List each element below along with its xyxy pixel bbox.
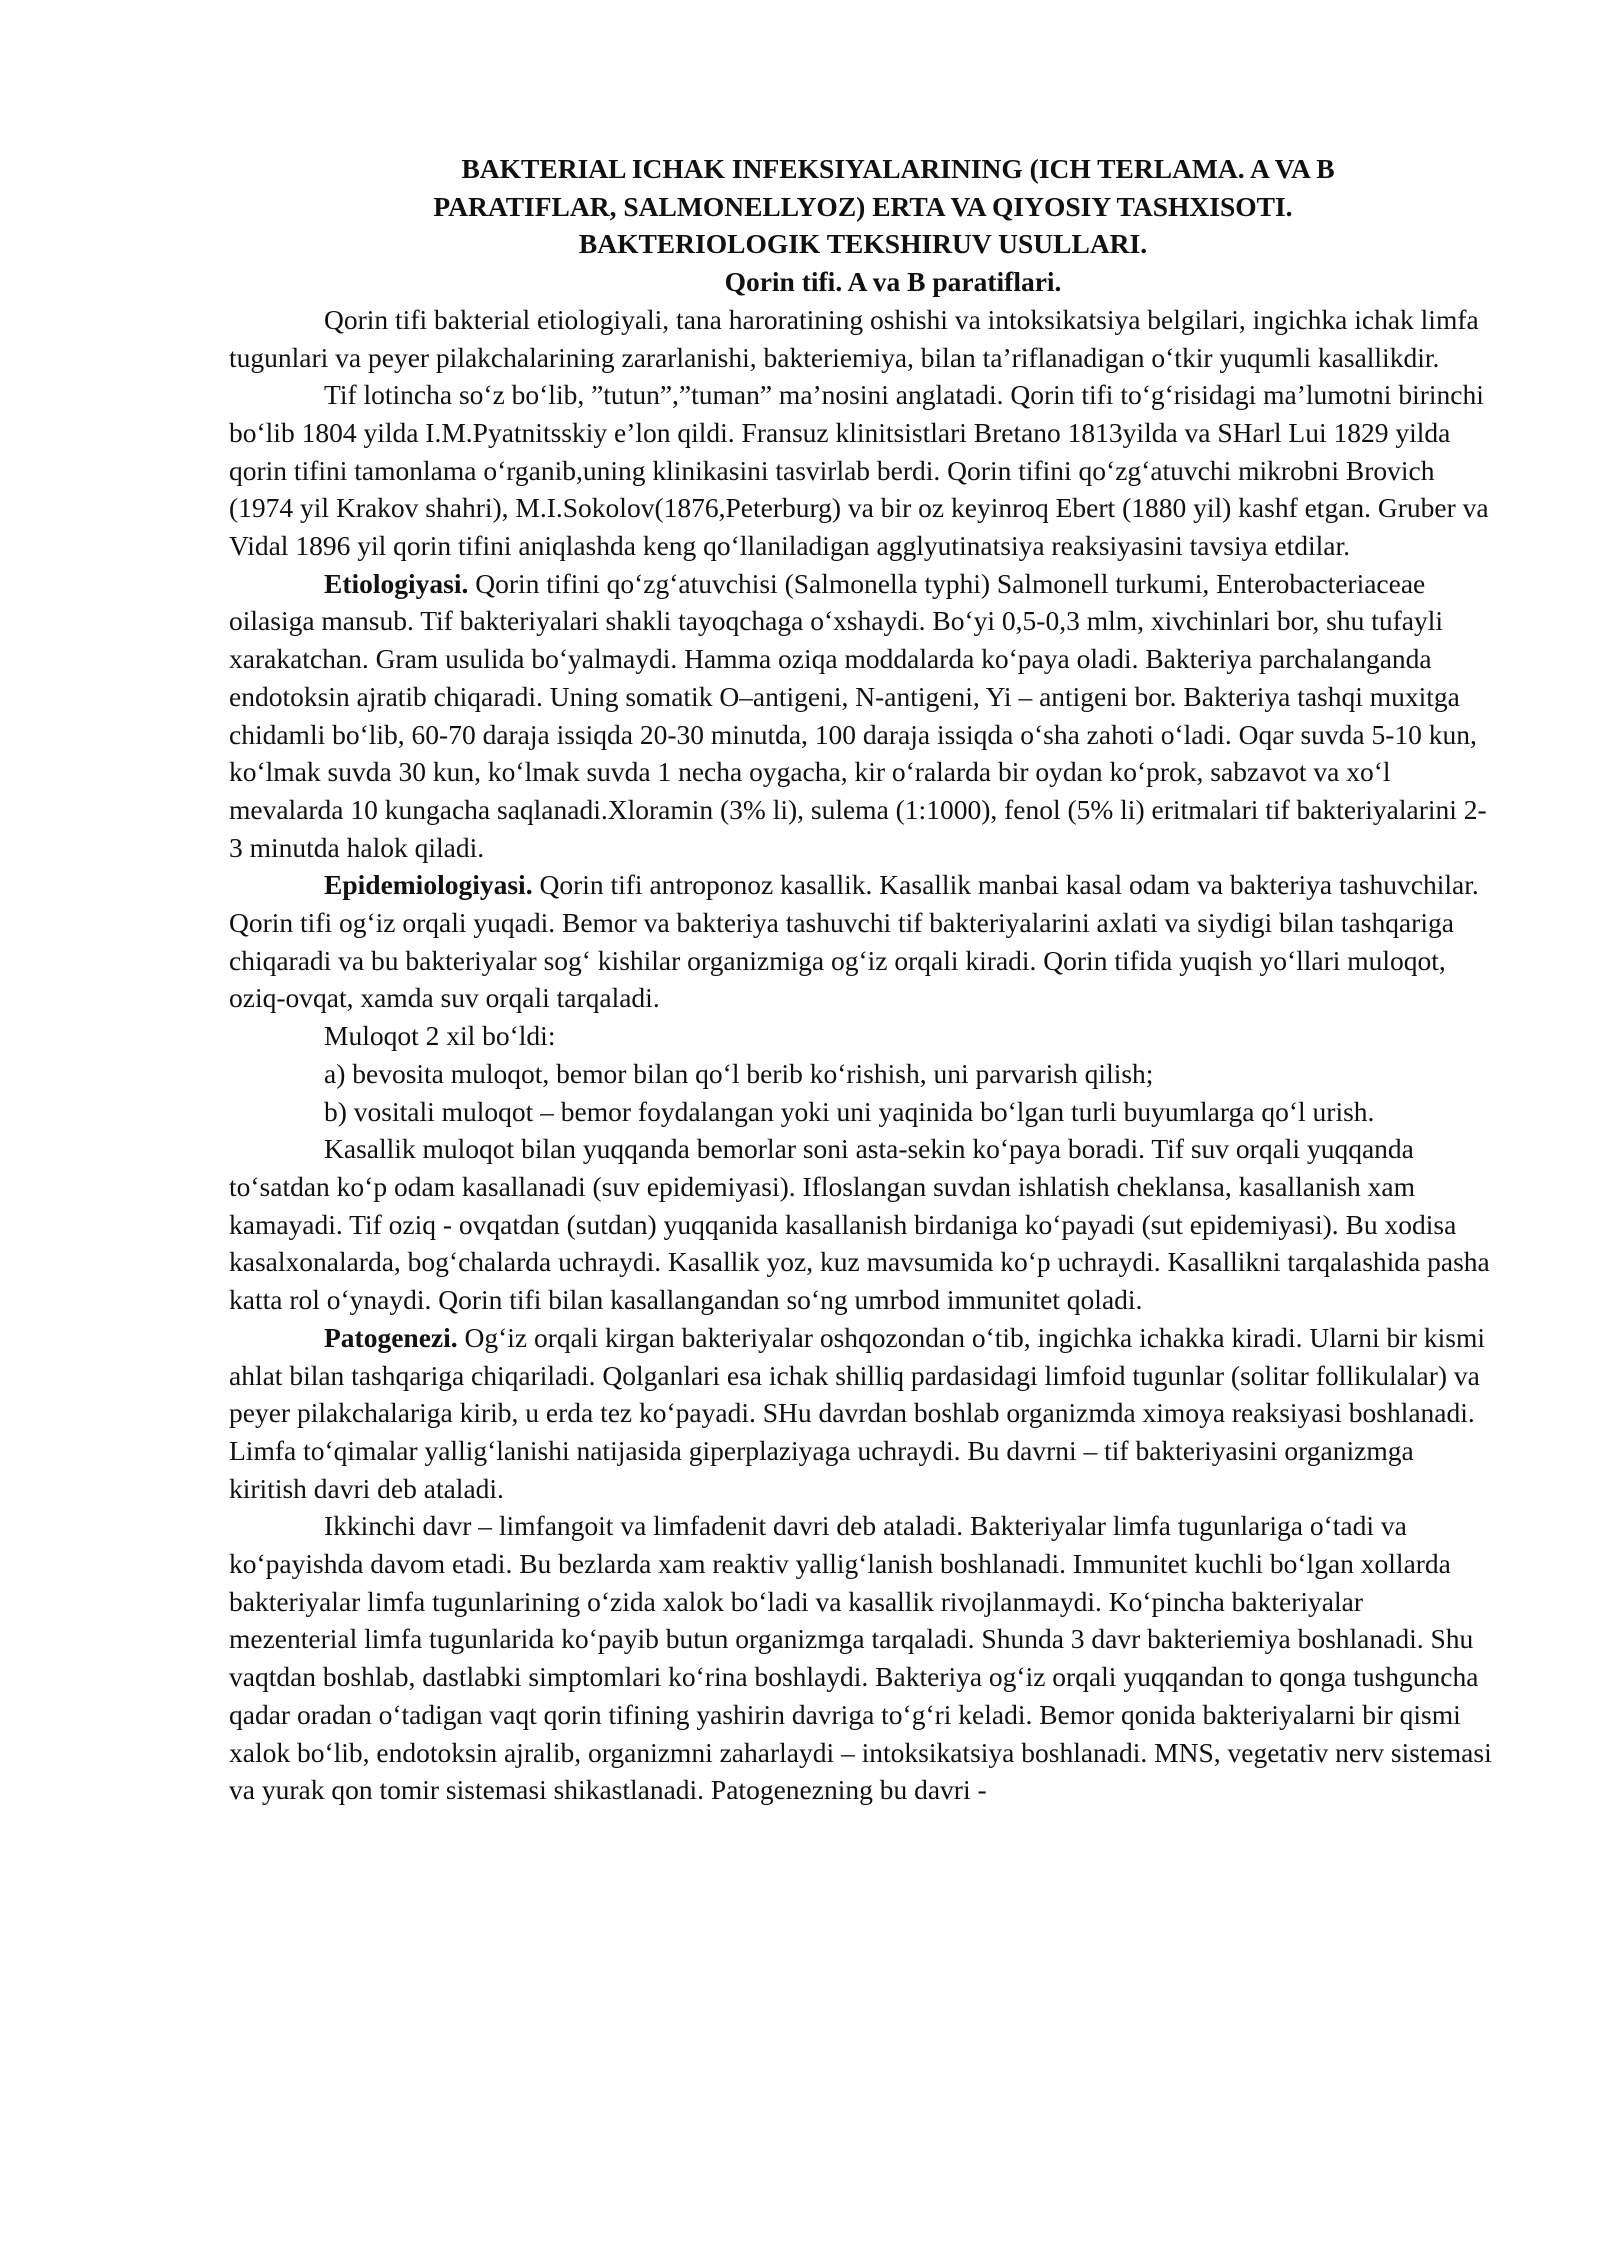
section-title: Qorin tifi. A va B paratiflari. [724,266,1062,298]
etiology-heading: Etiologiyasi. [324,567,469,599]
paragraph-second-period: Ikkinchi davr – limfangoit va limfadenit davri deb ataladi. Bakteriyalar limfa tugunlariga o‘tadi va ko‘payishda davom etadi. Bu bezlarda xam reaktiv yallig‘lanish boshlanadi. Immunitet kuchli bo‘lgan xollarda bakteriyalar limfa tugunlarining o‘zida xalok bo‘ladi va kasallik rivojlanmaydi. Ko‘pincha bakteriyalar mezenterial limfa tugunlarida ko‘payib butun organizmga tarqaladi. Shunda 3 davr bakteriemiya boshlanadi. Shu vaqtdan boshlab, dastlabki simptomlari ko‘rina boshlaydi. Bakteriya og‘iz orqali yuqqandan to qonga tushguncha qadar oradan o‘tadigan vaqt qorin tifining yashirin davriga to‘g‘ri keladi. Bemor qonida bakteriyalarni bir qismi xalok bo‘lib, endotoksin ajralib, organizmni zaharlaydi – intoksikatsiya boshlanadi. MNS, vegetativ nerv sistemasi va yurak qon tomir sistemasi shikastlanadi. Patogenezning bu davri - [229,1510,1492,1806]
pathogenesis-heading: Patogenezi. [324,1321,458,1353]
paragraph-definition: Qorin tifi bakterial etiologiyali, tana haroratining oshishi va intoksikatsiya belgilari, ingichka ichak limfa tugunlari va peyer pilakchalarining zararlanishi, bakteriemiya, bilan ta’riflanadigan o‘tkir yuqumli kasallikdir. [229,303,1479,373]
epidemiology-heading: Epidemiologiyasi. [324,869,533,901]
title-line-2: PARATIFLAR, SALMONELLYOZ) ERTA VA QIYOSIY TASHXISOTI. [433,190,1293,222]
paragraph-etiology [229,565,1497,867]
list-item-indirect-contact: b) vositali muloqot – bemor foydalangan yoki uni yaqinida bo‘lgan turli buyumlarga qo‘l urish. [324,1095,1375,1127]
pathogenesis-text: Og‘iz orqali kirgan bakteriyalar oshqozondan o‘tib, ingichka ichakka kiradi. Ularni bir kismi ahlat bilan tashqariga chiqariladi. Qolganlari esa ichak shilliq pardasidagi limfoid tugunlar (solitar follikulalar) va peyer pilakchalariga kirib, u erda tez ko‘payadi. SHu davrdan boshlab organizmda ximoya reaksiyasi boshlanadi. Limfa to‘qimalar yallig‘lanishi natijasida giperplaziyaga uchraydi. Bu davrni – tif bakteriyasini organizmga kiritish davri deb ataladi. [229,1321,1486,1504]
title-line-1: BAKTERIAL ICHAK INFEKSIYALARINING (ICH TERLAMA. A VA B [461,153,1335,184]
list-item-direct-contact: a) bevosita muloqot, bemor bilan qo‘l berib ko‘rishish, uni parvarish qilish; [324,1057,1154,1089]
title-line-3: BAKTERIOLOGIK TEKSHIRUV USULLARI. [578,228,1148,260]
epidemiology-text: Qorin tifi antroponoz kasallik. Kasallik manbai kasal odam va bakteriya tashuvchilar. Qorin tifi og‘iz orqali yuqadi. Bemor va bakteriya tashuvchi tif bakteriyalarini axlati va siydigi bilan tashqariga chiqaradi va bu bakteriyalar sog‘ kishilar organizmiga og‘iz orqali kiradi. Qorin tifida yuqish yo‘llari muloqot, oziq-ovqat, xamda suv orqali tarqaladi. [229,869,1479,1014]
paragraph-transmission: Kasallik muloqot bilan yuqqanda bemorlar soni asta-sekin ko‘paya boradi. Tif suv orqali yuqqanda to‘satdan ko‘p odam kasallanadi (suv epidemiyasi). Ifloslangan suvdan ishlatish cheklansa, kasallanish xam kamayadi. Tif oziq - ovqatdan (sutdan) yuqqanida kasallanish birdaniga ko‘payadi (sut epidemiyasi). Bu xodisa kasalxonalarda, bog‘chalarda uchraydi. Kasallik yoz, kuz mavsumida ko‘p uchraydi. Kasallikni tarqalashida pasha katta rol o‘ynaydi. Qorin tifi bilan kasallangandan so‘ng umrbod immunitet qoladi. [229,1133,1490,1316]
paragraph-pathogenesis [229,1319,1497,1508]
document-title [229,150,1497,301]
paragraph-epidemiology [229,866,1497,1017]
document-body [229,150,1497,1809]
etiology-text: Qorin tifini qo‘zg‘atuvchisi (Salmonella typhi) Salmonell turkumi, Enterobacteriaceae oilasiga mansub. Tif bakteriyalari shakli tayoqchaga o‘xshaydi. Bo‘yi 0,5-0,3 mlm, xivchinlari bor, shu tufayli xarakatchan. Gram usulida bo‘yalmaydi. Hamma oziqa moddalarda ko‘paya oladi. Bakteriya parchalanganda endotoksin ajratib chiqaradi. Uning somatik O–antigeni, N-antigeni, Yi – antigeni bor. Bakteriya tashqi muxitga chidamli bo‘lib, 60-70 daraja issiqda 20-30 minutda, 100 daraja issiqda o‘sha zahoti o‘ladi. Oqar suvda 5-10 kun, ko‘lmak suvda 30 kun, ko‘lmak suvda 1 necha oygacha, kir o‘ralarda bir oydan ko‘prok, sabzavot va xo‘l mevalarda 10 kungacha saqlanadi.Xloramin (3% li), sulema (1:1000), fenol (5% li) eritmalari tif bakteriyalarini 2-3 minutda halok qiladi. [229,567,1487,863]
paragraph-contact-types: Muloqot 2 xil bo‘ldi: [324,1020,556,1052]
paragraph-history: Tif lotincha so‘z bo‘lib, ”tutun”,”tuman” ma’nosini anglatadi. Qorin tifi to‘g‘risidagi ma’lumotni birinchi bo‘lib 1804 yilda I.M.Pyatnitsskiy e’lon qildi. Fransuz klinitsistlari Bretano 1813yilda va SHarl Lui 1829 yilda qorin tifini tamonlama o‘rganib,uning klinikasini tasvirlab berdi. Qorin tifini qo‘zg‘atuvchi mikrobni Brovich (1974 yil Krakov shahri), M.I.Sokolov(1876,Peterburg) va bir oz keyinroq Ebert (1880 yil) kashf etgan. Gruber va Vidal 1896 yil qorin tifini aniqlashda keng qo‘llaniladigan agglyutinatsiya reaksiyasini tavsiya etdilar. [229,379,1489,562]
